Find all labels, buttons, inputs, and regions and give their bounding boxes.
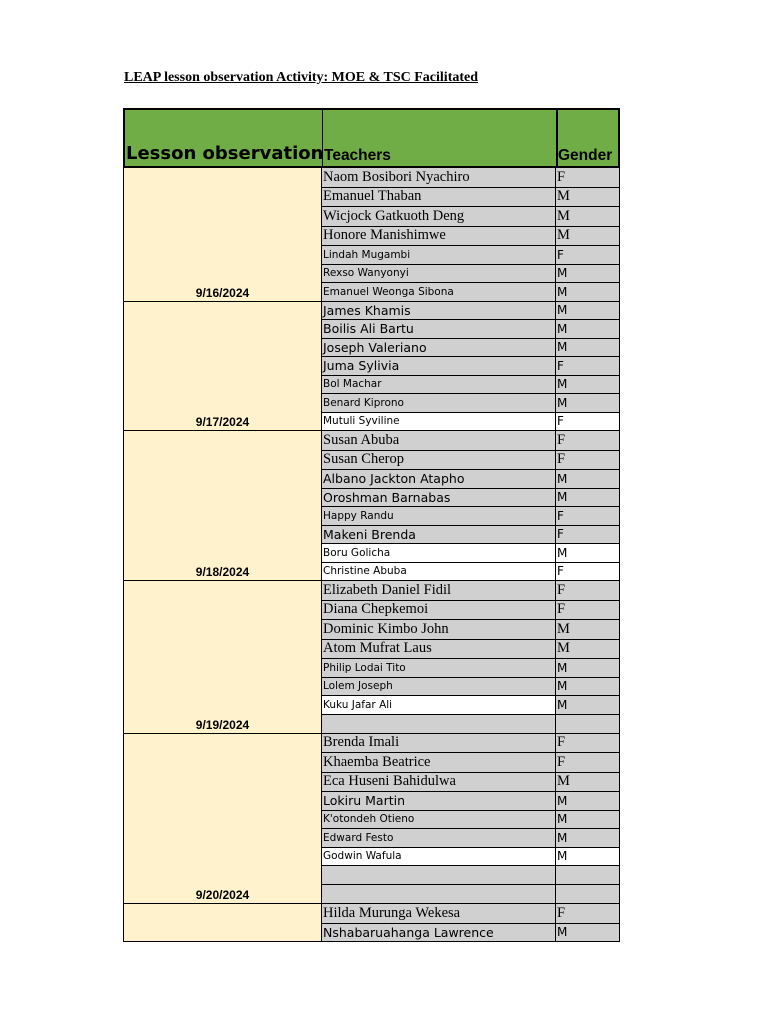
table-row (322, 507, 620, 526)
teacher-name-cell: Lindah Mugambi (322, 246, 556, 265)
gender-cell: M (556, 696, 620, 715)
table-body (123, 168, 620, 942)
teacher-name-cell: Joseph Valeriano (322, 339, 556, 358)
table-row (322, 207, 620, 227)
table-row (322, 678, 620, 697)
date-cell (123, 581, 322, 734)
gender-cell: F (556, 563, 620, 582)
date-group (123, 302, 620, 432)
teacher-name-cell: Juma Sylivia (322, 357, 556, 376)
teacher-name-cell: Eca Huseni Bahidulwa (322, 773, 556, 793)
teacher-name-cell: Boilis Ali Bartu (322, 320, 556, 339)
table-row (322, 302, 620, 321)
table-row (322, 640, 620, 660)
table-row (322, 885, 620, 904)
header-lesson-observation: Lesson observation (126, 143, 324, 164)
gender-cell: M (556, 207, 620, 227)
gender-cell: M (556, 773, 620, 793)
table-row (322, 811, 620, 830)
teacher-name-cell: Diana Chepkemoi (322, 601, 556, 621)
table-row (322, 413, 620, 432)
table-row (322, 620, 620, 640)
teacher-name-cell: Atom Mufrat Laus (322, 640, 556, 660)
gender-cell: F (556, 168, 620, 188)
table-row (322, 339, 620, 358)
teacher-name-cell: Brenda Imali (322, 734, 556, 754)
gender-cell: F (556, 431, 620, 451)
gender-cell: F (556, 451, 620, 471)
teacher-name-cell: Philip Lodai Tito (322, 659, 556, 678)
table-row (322, 563, 620, 582)
table-row (322, 265, 620, 284)
gender-cell: M (556, 640, 620, 660)
observation-date: 9/18/2024 (195, 565, 250, 579)
gender-cell: F (556, 507, 620, 526)
gender-cell: M (556, 394, 620, 413)
gender-cell (556, 866, 620, 885)
table-row (322, 601, 620, 621)
table-row (322, 753, 620, 773)
table-row (322, 283, 620, 302)
table-row (322, 394, 620, 413)
teacher-name-cell: Kuku Jafar Ali (322, 696, 556, 715)
gender-cell: F (556, 734, 620, 754)
table-row (322, 489, 620, 508)
table-row (322, 526, 620, 545)
date-group (123, 431, 620, 581)
gender-cell: F (556, 246, 620, 265)
teacher-name-cell: Dominic Kimbo John (322, 620, 556, 640)
document-title: LEAP lesson observation Activity: MOE & TSC Facilitated (124, 70, 479, 85)
observation-date: 9/17/2024 (195, 415, 250, 429)
observation-table (123, 108, 620, 942)
teacher-name-cell: Bol Machar (322, 376, 556, 395)
table-row (322, 696, 620, 715)
gender-cell: M (556, 678, 620, 697)
table-header (123, 108, 620, 168)
gender-cell: F (556, 581, 620, 601)
table-row (322, 581, 620, 601)
gender-cell: F (556, 904, 620, 924)
observation-date: 9/19/2024 (195, 717, 250, 732)
teacher-name-cell: Susan Abuba (322, 431, 556, 451)
table-row (322, 773, 620, 793)
table-row (322, 376, 620, 395)
date-cell (123, 302, 322, 432)
table-row (322, 470, 620, 489)
date-group (123, 734, 620, 905)
teacher-name-cell: Lokiru Martin (322, 792, 556, 811)
teacher-name-cell: Oroshman Barnabas (322, 489, 556, 508)
gender-cell: M (556, 188, 620, 208)
gender-cell: M (556, 848, 620, 867)
teacher-name-cell: Emanuel Weonga Sibona (322, 283, 556, 302)
gender-cell: M (556, 489, 620, 508)
gender-cell: M (556, 470, 620, 489)
observation-date: 9/20/2024 (195, 888, 250, 902)
table-row (322, 848, 620, 867)
date-cell (123, 431, 322, 581)
gender-cell: F (556, 526, 620, 545)
table-row (322, 715, 620, 734)
date-group (123, 581, 620, 734)
gender-cell (556, 885, 620, 904)
date-cell (123, 904, 322, 942)
table-row (322, 734, 620, 754)
gender-cell: F (556, 413, 620, 432)
table-row (322, 924, 620, 943)
teacher-name-cell: Naom Bosibori Nyachiro (322, 168, 556, 188)
gender-cell (556, 715, 620, 734)
table-row (322, 866, 620, 885)
teacher-name-cell: Godwin Wafula (322, 848, 556, 867)
teacher-name-cell: Susan Cherop (322, 451, 556, 471)
teacher-name-cell: Hilda Murunga Wekesa (322, 904, 556, 924)
gender-cell: M (556, 227, 620, 247)
teacher-name-cell: Albano Jackton Atapho (322, 470, 556, 489)
teacher-name-cell: Emanuel Thaban (322, 188, 556, 208)
gender-cell: M (556, 283, 620, 302)
table-row (322, 544, 620, 563)
table-row (322, 451, 620, 471)
teacher-name-cell: Makeni Brenda (322, 526, 556, 545)
table-row (322, 659, 620, 678)
date-group (123, 904, 620, 942)
date-cell (123, 168, 322, 302)
table-row (322, 320, 620, 339)
teacher-name-cell: Mutuli Syviline (322, 413, 556, 432)
gender-cell: M (556, 302, 620, 321)
table-row (322, 246, 620, 265)
table-row (322, 792, 620, 811)
gender-cell: M (556, 792, 620, 811)
date-group (123, 168, 620, 302)
teacher-name-cell: Christine Abuba (322, 563, 556, 582)
teacher-name-cell: Happy Randu (322, 507, 556, 526)
gender-cell: F (556, 601, 620, 621)
table-row (322, 357, 620, 376)
table-row (322, 431, 620, 451)
gender-cell: M (556, 265, 620, 284)
table-row (322, 829, 620, 848)
teacher-name-cell: Nshabaruahanga Lawrence (322, 924, 556, 943)
teacher-name-cell: Edward Festo (322, 829, 556, 848)
gender-cell: F (556, 357, 620, 376)
teacher-name-cell: Lolem Joseph (322, 678, 556, 697)
gender-cell: M (556, 924, 620, 943)
teacher-name-cell: Rexso Wanyonyi (322, 265, 556, 284)
teacher-name-cell: Wicjock Gatkuoth Deng (322, 207, 556, 227)
gender-cell: M (556, 620, 620, 640)
header-teachers: Teachers (324, 147, 391, 164)
gender-cell: M (556, 829, 620, 848)
header-gender: Gender (558, 147, 613, 164)
teacher-name-cell: K'otondeh Otieno (322, 811, 556, 830)
teacher-name-cell: Boru Golicha (322, 544, 556, 563)
table-row (322, 168, 620, 188)
gender-cell: F (556, 753, 620, 773)
teacher-name-cell: Khaemba Beatrice (322, 753, 556, 773)
teacher-name-cell: Benard Kiprono (322, 394, 556, 413)
gender-cell: M (556, 811, 620, 830)
table-row (322, 188, 620, 208)
table-row (322, 227, 620, 247)
teacher-name-cell (322, 715, 556, 734)
gender-cell: M (556, 659, 620, 678)
date-cell (123, 734, 322, 905)
teacher-name-cell: Honore Manishimwe (322, 227, 556, 247)
gender-cell: M (556, 544, 620, 563)
gender-cell: M (556, 320, 620, 339)
observation-date: 9/16/2024 (195, 285, 250, 300)
teacher-name-cell: Elizabeth Daniel Fidil (322, 581, 556, 601)
gender-cell: M (556, 376, 620, 395)
table-row (322, 904, 620, 924)
gender-cell: M (556, 339, 620, 358)
teacher-name-cell (322, 885, 556, 904)
teacher-name-cell: James Khamis (322, 302, 556, 321)
teacher-name-cell (322, 866, 556, 885)
